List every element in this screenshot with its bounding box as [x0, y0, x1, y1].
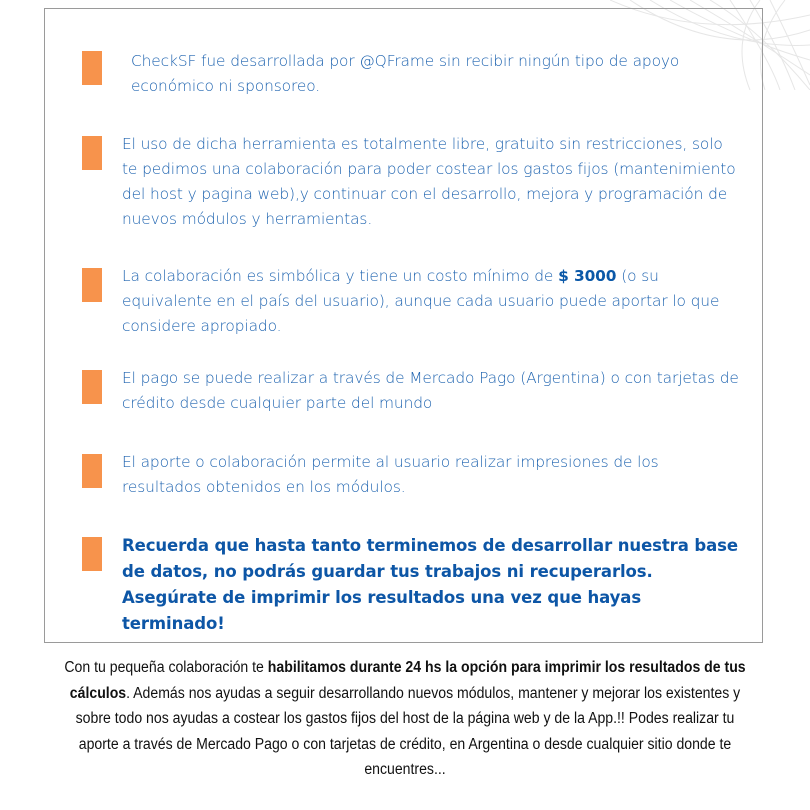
item-text: El uso de dicha herramienta es totalmente libre, gratuito sin restricciones, solo te pedimos una colaboración para poder costear los gastos fijos (mantenimiento del host y pagina web),y continuar con el desarrollo, mejora y programación de nuevos módulos y herramientas. [122, 135, 736, 228]
item-text [122, 264, 742, 339]
item-text: El pago se puede realizar a través de Mercado Pago (Argentina) o con tarjetas de crédito desde cualquier parte del mundo [122, 369, 739, 412]
footer-intro: Con tu pequeña colaboración te [64, 659, 268, 676]
bullet-marker [82, 136, 102, 170]
item-text-end: (o su equivalente en el país del usuario), aunque cada usuario puede aportar lo que considere apropiado. [122, 267, 720, 335]
bullet-marker [82, 537, 102, 571]
bullet-marker [82, 51, 102, 85]
item-text: CheckSF fue desarrollada por @QFrame sin recibir ningún tipo de apoyo económico ni sponsoreo. [131, 52, 680, 95]
warning-text: Recuerda que hasta tanto terminemos de desarrollar nuestra base de datos, no podrás guardar tus trabajos ni recuperarlos. Asegúrate de imprimir los resultados una vez que hayas terminado! [122, 536, 738, 633]
item-text: El aporte o colaboración permite al usuario realizar impresiones de los resultados obtenidos en los módulos. [122, 453, 659, 496]
footer-paragraph [60, 655, 750, 783]
footer-rest: . Además nos ayudas a seguir desarrollando nuevos módulos, mantener y mejorar los existentes y sobre todo nos ayudas a costear los gastos fijos del host de la página web y de la App.!! Podes realizar tu aporte a través de Mercado Pago o con tarjetas de crédito, en Argentina o desde cualquier sitio donde te encuentres... [75, 684, 741, 778]
bullet-marker [82, 268, 102, 302]
bullet-marker [82, 454, 102, 488]
item-text-start: La colaboración es simbólica y tiene un costo mínimo de [122, 267, 559, 285]
footer-highlight: habilitamos durante 24 hs la opción para imprimir los resultados de tus cálculos [69, 659, 746, 702]
info-panel [44, 8, 763, 643]
bullet-marker [82, 370, 102, 404]
minimum-amount: $ 3000 [558, 267, 617, 285]
